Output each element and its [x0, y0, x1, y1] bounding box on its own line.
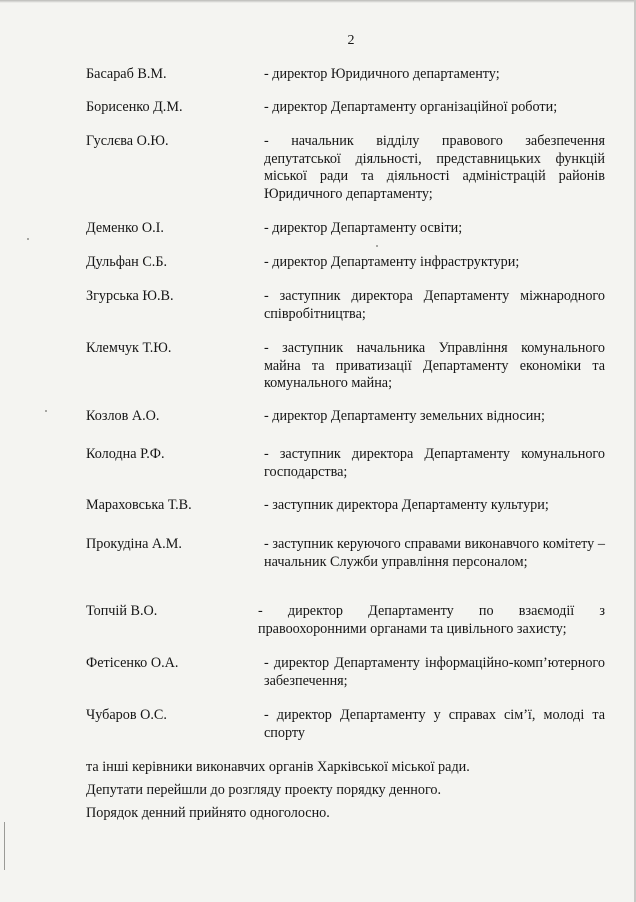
attendee-name: Гуслєва О.Ю. [86, 133, 169, 149]
attendee-name: Козлов А.О. [86, 408, 160, 424]
attendee-name: Прокудіна А.М. [86, 536, 182, 552]
scan-speck [27, 238, 29, 240]
attendee-role: - директор Департаменту інфраструктури; [264, 254, 520, 270]
attendee-role: - заступник директора Департаменту міжнародного співробітництва; [264, 288, 605, 322]
attendee-role: - директор Департаменту освіти; [264, 220, 463, 236]
attendee-name: Дульфан С.Б. [86, 254, 168, 270]
closing-sentence: та інші керівники виконавчих органів Харківської міської ради. [86, 759, 470, 775]
closing-sentence: Порядок денний прийнято одноголосно. [86, 805, 330, 821]
page-number: 2 [347, 33, 355, 48]
attendee-role: - директор Департаменту організаційної роботи; [264, 99, 558, 115]
scan-edge-top [0, 0, 636, 3]
attendee-role: - директор Юридичного департаменту; [264, 66, 500, 82]
attendee-role: - заступник начальника Управління комунального майна та приватизації Департаменту економіки та комунального майна; [264, 340, 605, 391]
attendee-role: - заступник керуючого справами виконавчого комітету – начальник Служби управління персоналом; [264, 536, 605, 570]
attendee-role: - заступник директора Департаменту комунального господарства; [264, 446, 605, 480]
attendee-role: - директор Департаменту по взаємодії з правоохоронними органами та цивільного захисту; [258, 603, 605, 637]
attendee-name: Топчій В.О. [86, 603, 158, 619]
closing-sentence: Депутати перейшли до розгляду проекту порядку денного. [86, 782, 442, 798]
attendee-name: Колодна Р.Ф. [86, 446, 165, 462]
scan-speck [376, 245, 378, 247]
scan-mark-left [4, 822, 5, 870]
attendee-name: Мараховська Т.В. [86, 497, 192, 513]
attendee-role: - директор Департаменту у справах сім’ї, молоді та спорту [264, 707, 605, 741]
attendee-name: Клемчук Т.Ю. [86, 340, 172, 356]
attendee-name: Чубаров О.С. [86, 707, 167, 723]
attendee-name: Деменко О.І. [86, 220, 164, 236]
attendee-name: Борисенко Д.М. [86, 99, 183, 115]
attendee-role: - директор Департаменту земельних відносин; [264, 408, 545, 424]
scan-speck [45, 410, 47, 412]
attendee-role: - директор Департаменту інформаційно-комп’ютерного забезпечення; [264, 655, 605, 689]
attendee-name: Басараб В.М. [86, 66, 167, 82]
attendee-role: - заступник директора Департаменту культури; [264, 497, 549, 513]
attendee-name: Фетісенко О.А. [86, 655, 179, 671]
attendee-name: Згурська Ю.В. [86, 288, 174, 304]
attendee-role: - начальник відділу правового забезпечення депутатської діяльності, представницьких функцій міської ради та діяльності адміністрацій районів Юридичного департаменту; [264, 133, 605, 202]
